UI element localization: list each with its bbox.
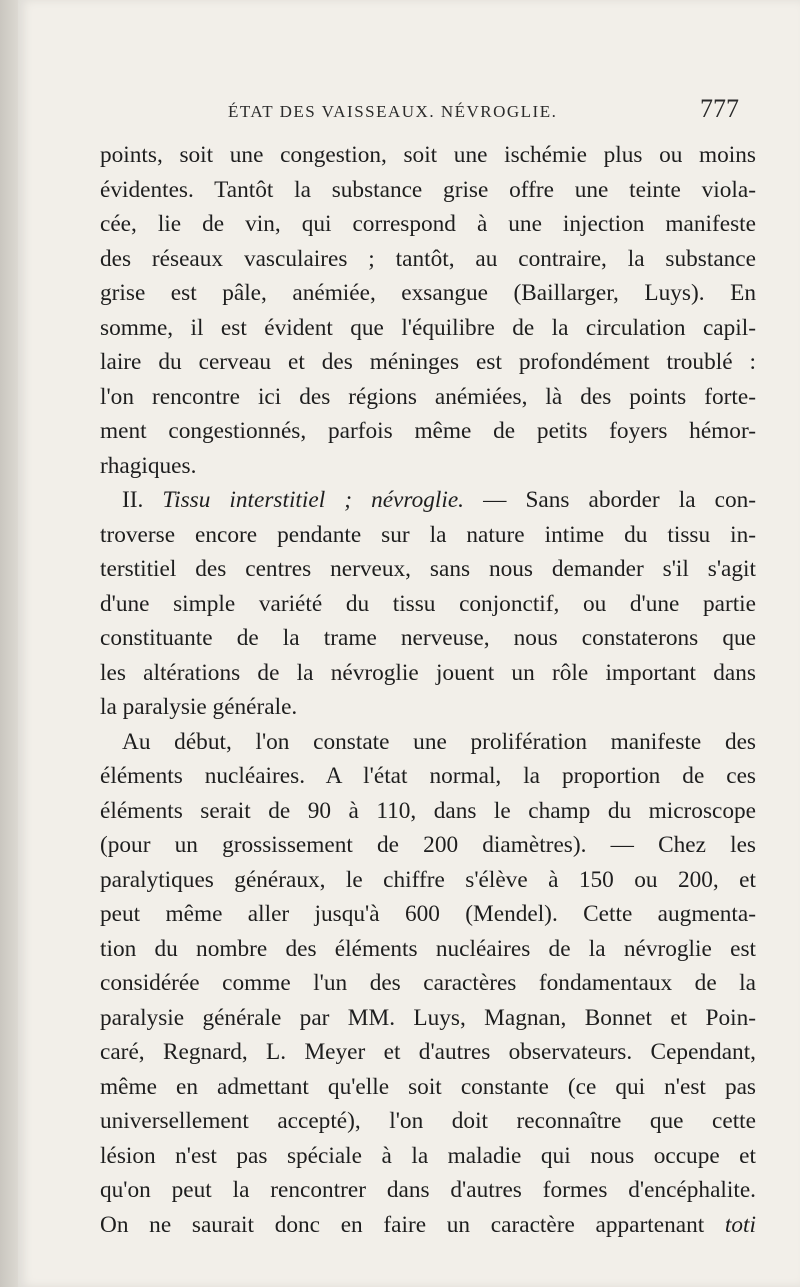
text-line: éléments serait de 90 à 110, dans le champ du microscope [100,797,756,824]
text-line: même en admettant qu'elle soit constante (ce qui n'est pas [100,1073,756,1100]
text-line: les altérations de la névroglie jouent un rôle important dans [100,659,756,686]
text-line: paralysie générale par MM. Luys, Magnan, Bonnet et Poin- [100,1004,756,1031]
body-text [100,138,756,1242]
text-line: d'une simple variété du tissu conjonctif, ou d'une partie [100,590,756,617]
text-line: somme, il est évident que l'équilibre de la circulation capil- [100,314,756,341]
text-line: troverse encore pendante sur la nature intime du tissu in- [100,521,756,548]
text-line: éléments nucléaires. A l'état normal, la proportion de ces [100,763,756,789]
running-head: ÉTAT DES VAISSEAUX. NÉVROGLIE. [228,102,558,121]
book-page [18,0,800,1287]
text-line: grise est pâle, anémiée, exsangue (Baillarger, Luys). En [100,280,756,306]
page-number: 777 [700,94,739,123]
page-gutter [0,0,18,1287]
text-line: Au début, l'on constate une prolifération manifeste des [122,728,756,755]
text-line: ment congestionnés, parfois même de petits foyers hémor- [100,418,756,444]
text-line: terstitiel des centres nerveux, sans nous demander s'il s'agit [100,556,756,582]
text-line: l'on rencontre ici des régions anémiées, là des points forte- [100,383,756,410]
final-line-text: On ne saurait donc en faire un caractère appartenant [100,1211,705,1238]
text-line: cée, lie de vin, qui correspond à une injection manifeste [100,211,756,237]
text-line: constituante de la trame nerveuse, nous constaterons que [100,625,756,651]
section-title: Tissu interstitiel ; névroglie. [162,487,465,513]
final-line [100,1208,756,1243]
text-line: tion du nombre des éléments nucléaires de la névroglie est [100,935,756,962]
text-line: points, soit une congestion, soit une ischémie plus ou moins [100,142,756,168]
text-line: caré, Regnard, L. Meyer et d'autres observateurs. Cependant, [100,1039,756,1065]
text-line: considérée comme l'un des caractères fondamentaux de la [100,970,756,996]
text-line: des réseaux vasculaires ; tantôt, au contraire, la substance [100,245,756,272]
text-line: lésion n'est pas spéciale à la maladie qui nous occupe et [100,1142,756,1169]
text-line: rhagiques. [100,452,197,479]
page-header [18,92,800,132]
section-heading-line [100,483,756,518]
text-line: qu'on peut la rencontrer dans d'autres formes d'encéphalite. [100,1177,756,1203]
final-line-italic: toti [724,1211,756,1238]
text-line: universellement accepté), l'on doit reconnaître que cette [100,1108,756,1134]
text-line: peut même aller jusqu'à 600 (Mendel). Cette augmenta- [100,901,756,927]
section-heading-rest: — Sans aborder la con- [483,487,757,513]
section-number: II. [122,487,144,513]
text-line: évidentes. Tantôt la substance grise offre une teinte viola- [100,176,756,203]
text-line: paralytiques généraux, le chiffre s'élève à 150 ou 200, et [100,866,756,893]
text-line: (pour un grossissement de 200 diamètres). — Chez les [100,832,756,858]
text-line: laire du cerveau et des méninges est profondément troublé : [100,349,756,375]
text-line: la paralysie générale. [100,694,298,720]
